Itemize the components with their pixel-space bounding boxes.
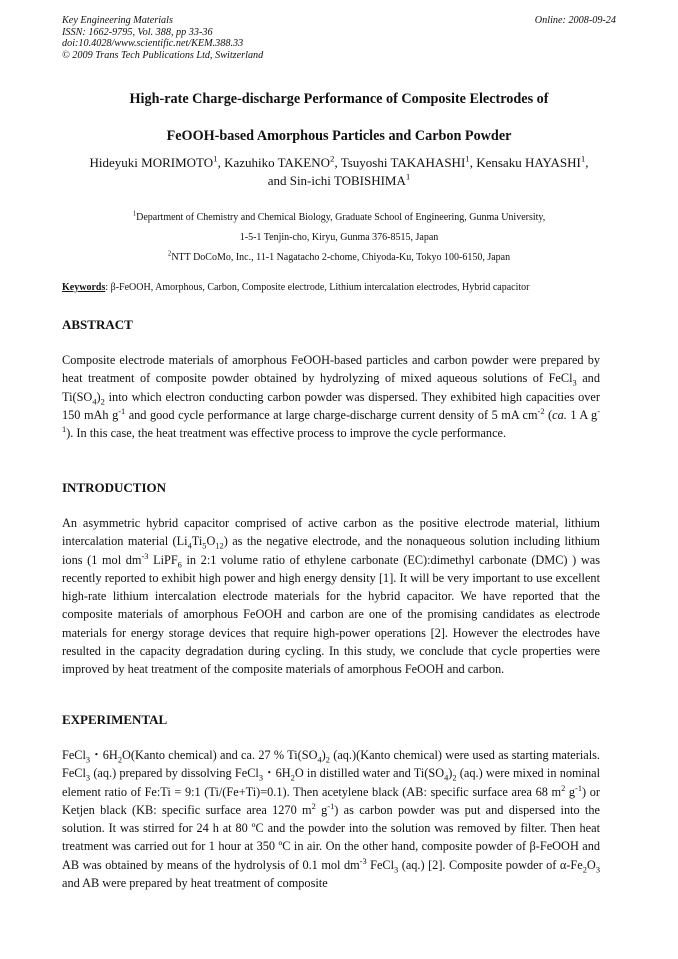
- author-affil-mark: 1: [580, 153, 586, 164]
- subscript: 3: [394, 865, 399, 875]
- text-run: Composite electrode materials of amorphous FeOOH-based particles and carbon powder were prepared by heat treatment of composite powder obtained by hydrolyzing of mixed aqueous solutions of FeCl: [62, 353, 600, 386]
- subscript: 3: [572, 378, 577, 388]
- affil-text: Department of Chemistry and Chemical Biology, Graduate School of Engineering, Gunma University,: [136, 212, 546, 223]
- subscript: 3: [595, 865, 600, 875]
- text-run: ). In this case, the heat treatment was effective process to improve the cycle performance.: [66, 426, 507, 441]
- text-run: (aq.) prepared by dissolving FeCl: [90, 766, 259, 781]
- author-affil-mark: 1: [465, 153, 470, 164]
- subscript: 4: [317, 755, 322, 765]
- subscript: 4: [444, 773, 449, 783]
- affiliations: [62, 208, 616, 268]
- introduction-paragraph: [62, 514, 600, 679]
- author-name: , Kensaku HAYASHI: [469, 155, 581, 170]
- author-name: , Tsuyoshi TAKAHASHI: [334, 155, 466, 170]
- paper-title-line-2: FeOOH-based Amorphous Particles and Carbon Powder: [166, 128, 512, 144]
- experimental-heading: EXPERIMENTAL: [62, 712, 168, 727]
- introduction-heading: INTRODUCTION: [62, 480, 167, 495]
- subscript: 2: [582, 865, 587, 875]
- text-run: ・6H: [90, 748, 118, 762]
- author-separator: ,: [585, 155, 589, 170]
- text-run: (aq.) were mixed in nominal element ratio of Fe:Ti = 9:1 (Ti/(Fe+Ti)=0.1). Then acetylene black (AB: specific surface area 68 m: [62, 766, 600, 799]
- subscript: 12: [215, 541, 224, 551]
- subscript: 3: [85, 773, 91, 783]
- experimental-paragraph: [62, 746, 600, 892]
- abstract-paragraph: [62, 351, 600, 442]
- subscript: 5: [202, 541, 207, 551]
- author-affil-mark: 1: [213, 153, 218, 164]
- text-run: ) as the negative electrode, and the nonaqueous solution including lithium ions (1 mol dm: [62, 534, 600, 567]
- paper-title-line-1: High-rate Charge-discharge Performance of Composite Electrodes of: [129, 91, 549, 107]
- text-run: O in distilled water and Ti(SO: [294, 766, 445, 781]
- superscript: 2: [311, 801, 316, 811]
- text-run: 1 A g: [566, 407, 598, 422]
- text-run: and Ti(SO: [62, 371, 600, 404]
- superscript: 2: [561, 783, 566, 793]
- text-run: O: [206, 534, 216, 549]
- keywords-line: [62, 282, 616, 293]
- text-run: FeCl: [366, 857, 395, 872]
- superscript: -3: [141, 551, 149, 561]
- journal-name: Key Engineering Materials: [62, 15, 173, 26]
- text-run: LiPF: [148, 552, 178, 567]
- text-run: Ti: [191, 534, 203, 549]
- text-run: FeCl: [62, 748, 86, 762]
- subscript: 2: [325, 755, 330, 765]
- text-run: ): [321, 748, 326, 762]
- keywords-label: Keywords: [62, 282, 106, 293]
- text-run: ・6H: [263, 766, 291, 781]
- superscript: -1: [575, 783, 583, 793]
- text-run: (aq.)(Kanto chemical) were used as starting materials. FeCl: [62, 748, 601, 781]
- text-run: ) as carbon powder was put and dispersed into the solution. It was stirred for 24 h at 80 ºC and the powder into the solution was removed by filter. Then heat treatment was carried out for 1 hour at 350 ºC in air. On the other hand, composite powder of β-FeOOH and AB was obtained by means of the hydrolysis of 0.1 mol dm: [62, 802, 600, 872]
- superscript: -1: [62, 406, 600, 435]
- text-run: g: [565, 784, 576, 799]
- text-run: and good cycle performance at large charge-discharge current density of 5 mA cm: [125, 407, 538, 422]
- author-name: and Sin-ichi TOBISHIMA: [267, 173, 406, 188]
- author-affil-mark: 2: [330, 153, 335, 164]
- journal-issn: ISSN: 1662-9795, Vol. 388, pp 33-36: [62, 26, 213, 38]
- superscript: -1: [327, 801, 335, 811]
- online-date: Online: 2008-09-24: [534, 15, 616, 26]
- text-run: O(Kanto chemical) and ca. 27 % Ti(SO: [122, 748, 318, 762]
- subscript: 2: [100, 397, 105, 407]
- author-name: Hideyuki MORIMOTO: [89, 155, 214, 170]
- subscript: 4: [187, 541, 192, 551]
- superscript: -1: [118, 406, 126, 416]
- author-name: , Kazuhiko TAKENO: [217, 155, 331, 170]
- affiliation-2: [62, 248, 616, 268]
- author-affil-mark: 1: [405, 171, 411, 182]
- affil-text: NTT DoCoMo, Inc., 11-1 Nagatacho 2-chome, Chiyoda-Ku, Tokyo 100-6150, Japan: [171, 252, 511, 263]
- text-run: ): [448, 766, 453, 781]
- subscript: 2: [290, 773, 295, 783]
- text-run: (: [544, 407, 553, 422]
- text-run: An asymmetric hybrid capacitor comprised of active carbon as the positive electrode material, lithium intercalation material (Li: [62, 516, 600, 549]
- affiliation-1-line-2: 1-5-1 Tenjin-cho, Kiryu, Gunma 376-8515, Japan: [239, 232, 439, 243]
- text-run: into which electron conducting carbon powder was dispersed. They exhibited high capacities over 150 mAh g: [62, 389, 600, 422]
- affil-mark: 2: [167, 250, 172, 258]
- subscript: 3: [258, 773, 264, 783]
- journal-header: [62, 15, 263, 61]
- journal-copyright: © 2009 Trans Tech Publications Ltd, Switzerland: [62, 49, 264, 61]
- journal-doi: doi:10.4028/www.scientific.net/KEM.388.33: [62, 38, 244, 50]
- text-run: (aq.) [2]. Composite powder of α-Fe: [398, 857, 583, 872]
- superscript: -3: [359, 856, 367, 866]
- affil-mark: 1: [132, 210, 137, 218]
- text-run: O: [586, 857, 596, 872]
- subscript: 6: [177, 560, 182, 570]
- keywords-text: : β-FeOOH, Amorphous, Carbon, Composite electrode, Lithium intercalation electrodes, Hybrid capacitor: [105, 282, 530, 293]
- superscript: -2: [537, 406, 545, 416]
- text-run: in 2:1 volume ratio of ethylene carbonate (EC):dimethyl carbonate (DMC) ) was recently reported to exhibit high power and high energy density [1]. It will be very important to use excellent high-rate lithium intercalation electrode materials for the hybrid capacitor. We have reported that the composite materials of amorphous FeOOH and carbon are one of the promising candidates as electrode materials for energy storage devices that require high-power operations [2]. However the electrodes have resulted in the capacity degradation during cycling. In this study, we conclude that cycle properties were improved by heat treatment of the composite materials of amorphous FeOOH and carbon.: [62, 552, 600, 677]
- text-run: and AB were prepared by heat treatment of composite: [62, 876, 328, 891]
- text-run: ) or Ketjen black (KB: specific surface area 1270 m: [62, 784, 600, 817]
- subscript: 4: [92, 397, 97, 407]
- text-run: g: [315, 802, 328, 817]
- affiliation-1-line-1: [62, 208, 616, 228]
- text-run: ): [96, 389, 101, 404]
- subscript: 2: [452, 773, 457, 783]
- text-run: ca.: [552, 407, 567, 422]
- abstract-heading: ABSTRACT: [62, 317, 133, 332]
- author-list: [62, 154, 616, 190]
- subscript: 3: [85, 755, 91, 765]
- subscript: 2: [117, 755, 123, 765]
